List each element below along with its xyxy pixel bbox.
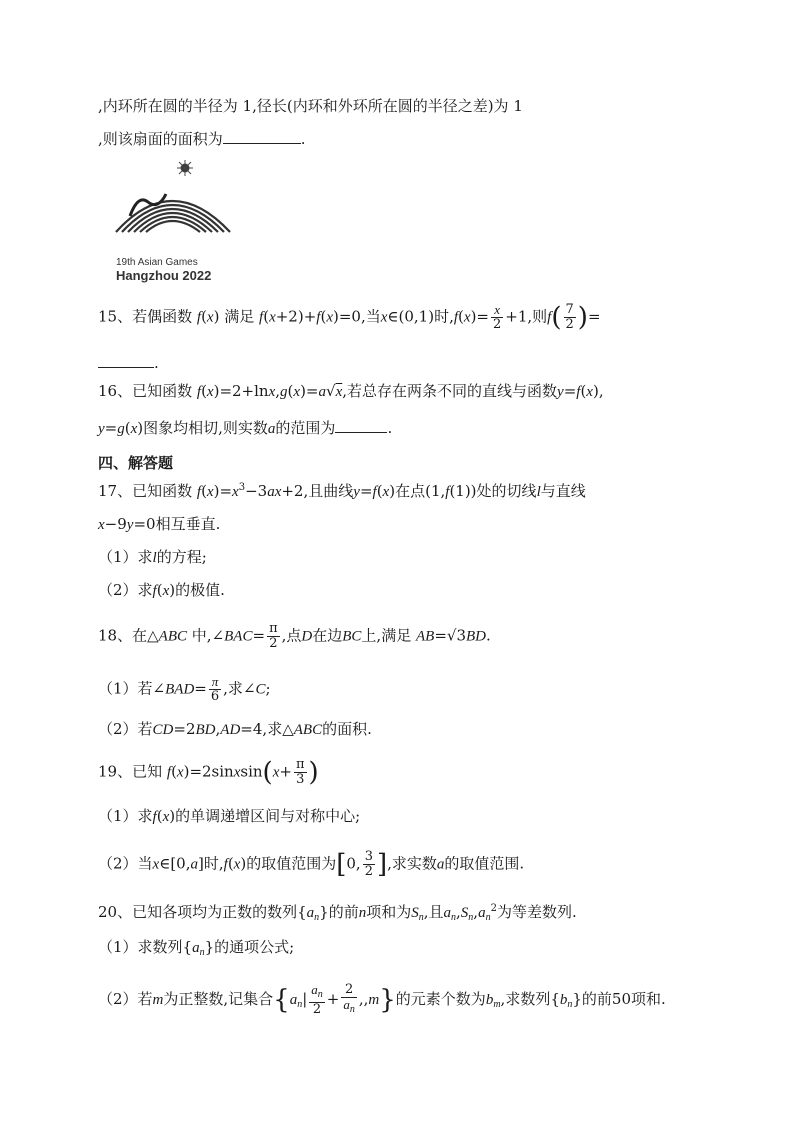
answer-blank [335,418,387,433]
q20-sub1: （1）求数列$\{a_n\}$的通项公式; [98,938,295,958]
q20-sub2-text: 为正整数,记集合 [163,990,274,1008]
q15-end: . [154,354,159,372]
q20-text: 的前 [328,903,359,921]
q15-line2 [98,352,159,374]
p14-line1: ,内环所在圆的半径为 1,径长(内环和外环所在圆的半径之差)为 1 [98,97,523,115]
q18-number: 18、 [98,626,133,645]
q17-text: 处的切线 [476,482,537,500]
q17-text: 与直线 [540,482,586,500]
fraction: $\frac{\pi}{2}$ [269,621,278,651]
q15-text: ,则 [527,307,548,326]
logo-line2: Hangzhou 2022 [116,268,212,283]
q20-line1: 20、已知各项均为正数的数列$\{a_n\}$的前n项和为$S_n$,且$a_n,S_n,a_n^2$为等差数列. [98,903,577,923]
q19-sub2-text: 时, [203,854,224,873]
q16-text: 已知函数 [132,382,193,400]
q17-number: 17、 [98,482,133,500]
q20-sub2-text: ,求数列 [500,990,551,1008]
q18-sub1-text: ,求 [223,679,243,698]
fraction: $\frac{7}{2}$ [565,302,574,332]
q17-sub2-text: （2）求 [98,581,153,599]
q18-text: 中, [191,626,212,645]
q20-text: ,且 [423,903,444,921]
q20-number: 20、 [98,903,133,921]
q17-sub2: （2）求f(x)的极值. [98,581,225,599]
asian-games-logo [110,160,235,285]
q18-text: ,点 [281,626,302,645]
q18-sub2-text: 的面积. [322,720,372,738]
q18-line1: 18、在△ABC 中,∠BAC= $\frac{\pi}{2}$ ,点D在边BC上,满足 AB=√3BD. [98,621,491,651]
q19-sub1-text: （1）求 [98,807,153,825]
q20-sub2-text: 的前50项和. [581,990,666,1008]
q16-number: 16、 [98,382,133,400]
q19-sub2-text: （2）当 [98,854,153,873]
q17-sub1: （1）求l的方程; [98,548,207,566]
q19-sub2: （2）当x∈[0,a]时,f(x)的取值范围为[0, $\frac{3}{2}$ ],求实数a的取值范围. [98,849,525,880]
fraction: $\frac{a_n}{2}$ [311,982,323,1017]
q18-sub2-text: （2）若 [98,720,153,738]
q15-text: 满足 [224,307,255,326]
p14-end: . [300,130,306,148]
q18-text: 在 [132,626,148,645]
answer-blank [223,129,301,144]
q19-sub2-text: 的取值范围. [444,854,525,873]
q20-sub1-text: 的通项公式; [214,938,295,956]
answer-blank [98,353,154,368]
q16-text: 的范围为 [275,419,336,437]
fraction: $\frac{\pi}{6}$ [210,674,220,704]
q19-text: 已知 [132,762,163,781]
q20-sub1-text: （1）求数列 [98,938,183,956]
p14-line2 [98,128,306,150]
q18-sub1: （1）若∠BAD= $\frac{\pi}{6}$ ,求∠C; [98,674,271,704]
q18-text: 上,满足 [361,626,412,645]
q15-number: 15、 [98,307,133,326]
q16-end: . [387,419,393,437]
q17-text: ,且曲线 [303,482,354,500]
q20-sub2-text: （2）若 [98,990,153,1008]
q19-sub1-text: 的单调递增区间与对称中心; [175,807,361,825]
q19-number: 19、 [98,762,133,781]
q19-sub1: （1）求f(x)的单调递增区间与对称中心; [98,807,361,825]
fraction: $\frac{x}{2}$ [492,302,502,332]
q16-line2: y=g(x)图象均相切,则实数a的范围为 . [98,419,393,437]
q17-text: 已知函数 [132,482,193,500]
q19-sub2-text: 的取值范围为 [246,854,337,873]
q18-sub1-text: （1）若 [98,679,153,698]
q20-sub2-text: 的元素个数为 [395,990,486,1008]
q15-text: 若偶函数 [132,307,193,326]
q20-text: 为等差数列. [496,903,577,921]
section-title: 四、解答题 [98,454,174,472]
q17-sub1-text: （1）求 [98,548,153,566]
asian-games-logo-icon [110,160,235,285]
q20-text: 项和为 [366,903,412,921]
q19-sub2-text: ,求实数 [387,854,437,873]
p14-text: ,则该扇面的面积为 [98,130,223,148]
q20-sub2: （2）若m为正整数,记集合{$a_n|$ $\frac{a_n}{2}$ + $\frac{2}{a_n}$ ,,m}的元素个数为$b_m$,求数列$\{b_n\}$的前50项和. [98,982,666,1017]
q17-sub2-text: 的极值. [175,581,225,599]
q17-text: 在点 [395,482,426,500]
fraction: $\frac{3}{2}$ [364,849,373,879]
q18-sub2-text: ,求 [262,720,283,738]
q15-text: 时, [434,307,454,326]
q16-text: ,若总存在两条不同的直线与函数 [342,382,558,400]
q20-text: 已知各项均为正数的数列 [132,903,298,921]
q17-line2: x−9y=0相互垂直. [98,515,221,533]
logo-line1: 19th Asian Games [116,257,198,268]
q17-text: 相互垂直. [155,515,221,533]
q17-line1: 17、已知函数 $f(x)=x^3-3ax+2$,且曲线y=f(x)在点(1,f(1))处的切线l与直线 [98,482,586,500]
q15-text: ,当 [360,307,381,326]
q17-sub1-text: 的方程; [156,548,207,566]
q16-text: 图象均相切,则实数 [143,419,268,437]
q15-line1: 15、若偶函数 f(x) 满足 f(x+2)+f(x)=0,当x∈(0,1)时,f(x)= $\frac{x}{2}$ +1,则f( $\frac{7}{2}$ )= [98,302,601,333]
fraction: $\frac{2}{a_n}$ [343,982,355,1015]
q16-line1: 16、已知函数 f(x)=2+lnx,g(x)=a√x,若总存在两条不同的直线与函数y=f(x), [98,382,604,400]
q18-sub2: （2）若CD=2BD,AD=4,求△ABC的面积. [98,720,372,738]
q18-text: 在边 [312,626,343,645]
fraction: $\frac{\pi}{3}$ [295,757,305,787]
q19-line1: 19、已知 f(x)=2sinxsin(x+ $\frac{\pi}{3}$ ) [98,757,319,788]
